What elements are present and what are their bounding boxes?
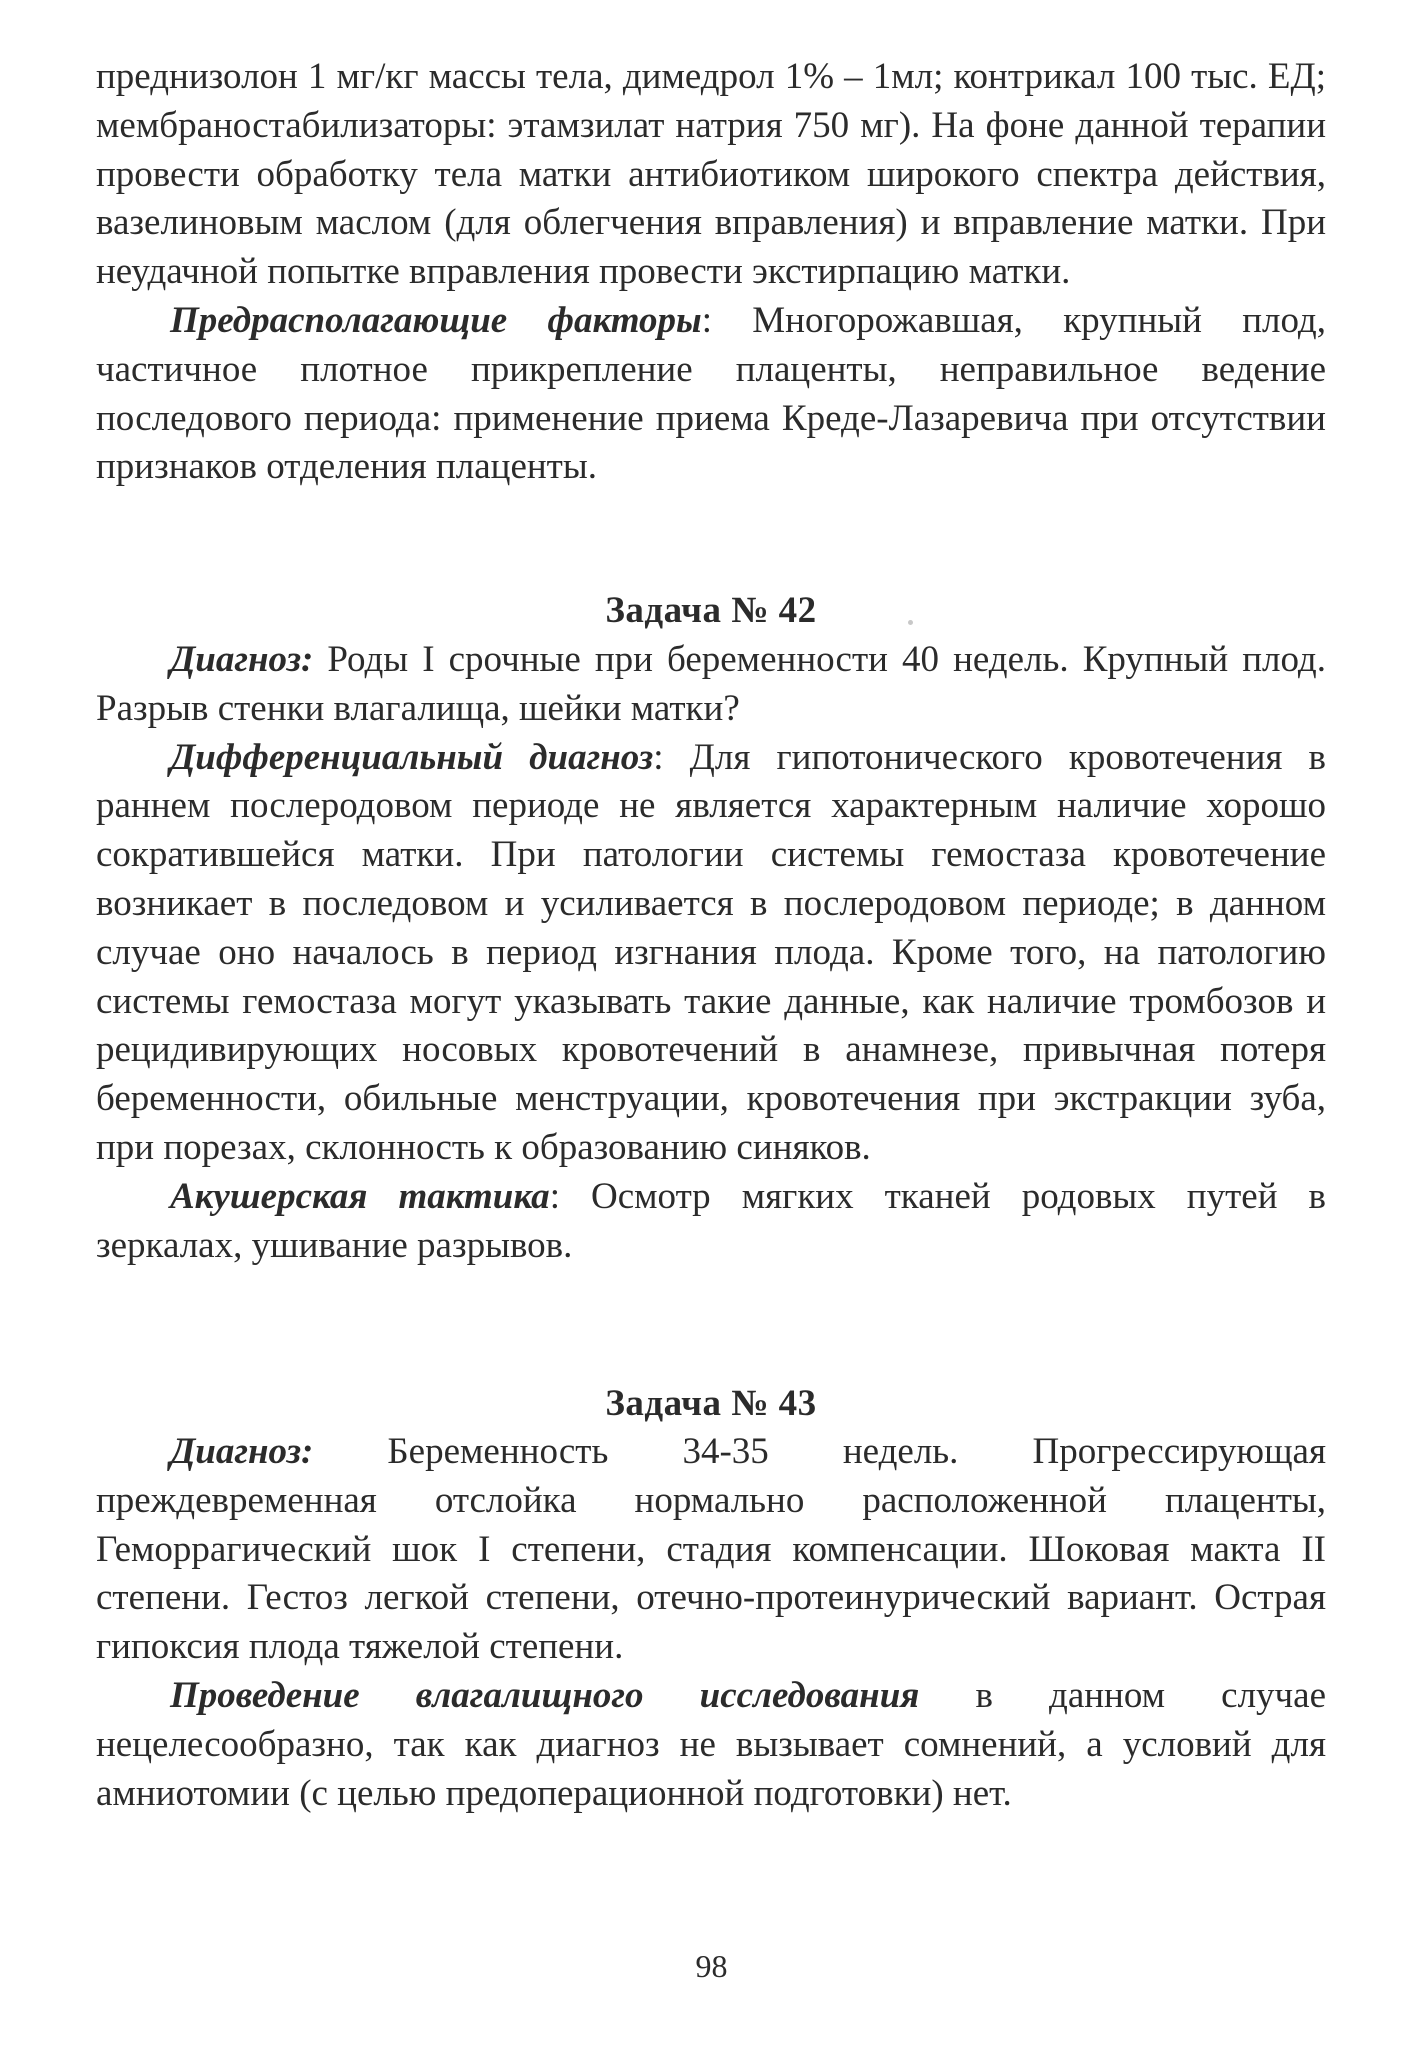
task-43-diagnosis-paragraph (96, 1428, 1326, 1672)
task-43-vaginal-exam-paragraph (96, 1672, 1326, 1818)
task-42-tactics-paragraph (96, 1173, 1326, 1271)
task-43-diagnosis-label: Диагноз: (170, 1431, 314, 1472)
task-42-diagnosis-text: Роды I срочные при беременности 40 недель. Крупный плод. Разрыв стенки влагалища, шейки матки? (96, 639, 1326, 729)
task-43-vaginal-exam-text: в данном случае нецелесообразно, так как диагноз не вызывает сомнений, а условий для амниотомии (с целью предоперационной подготовки) нет. (96, 1674, 1326, 1814)
task-43-heading: Задача № 43 (605, 1383, 817, 1424)
continuation-text: преднизолон 1 мг/кг массы тела, димедрол 1% – 1мл; контрикал 100 тыс. ЕД; мембраностабилизаторы: этамзилат натрия 750 мг). На фоне данной терапии провести обработку тела матки антибиотиком широкого спектра действия, вазелиновым маслом (для облегчения вправления) и вправление матки. При неудачной попытке вправления провести экстирпацию матки. (96, 56, 1326, 293)
task-42-differential-text: : Для гипотонического кровотечения в раннем послеродовом периоде не является характерным наличие хорошо сократившейся матки. При патологии системы гемостаза кровотечение возникает в последовом и усиливается в послеродовом периоде; в данном случае оно началось в период изгнания плода. Кроме того, на патологию системы гемостаза могут указывать такие данные, как наличие тромбозов и рецидивирующих носовых кровотечений в анамнезе, привычная потеря беременности, обильные менструации, кровотечения при экстракции зуба, при порезах, склонность к образованию синяков. (96, 736, 1326, 1168)
continuation-paragraph (96, 53, 1326, 297)
task-42-section (96, 636, 1326, 1270)
scan-speck (908, 620, 913, 625)
predisposing-factors-text: : Многорожавшая, крупный плод, частичное плотное прикрепление плаценты, неправильное ведение последового периода: применение приема Креде-Лазаревича при отсутствии признаков отделения плаценты. (96, 299, 1326, 488)
task-42-differential-paragraph (96, 734, 1326, 1173)
task-42-differential-label: Дифференциальный диагноз (170, 736, 654, 778)
task-42-diagnosis-paragraph (96, 636, 1326, 734)
task-42-tactics-label: Акушерская тактика (170, 1175, 550, 1217)
task-42-tactics-text: : Осмотр мягких тканей родовых путей в зеркалах, ушивание разрывов. (96, 1175, 1327, 1266)
task-42-heading: Задача № 42 (605, 590, 817, 631)
predisposing-factors-label: Предрасполагающие факторы (170, 299, 702, 341)
task-43-section (96, 1428, 1326, 1818)
task-43-diagnosis-text: Беременность 34-35 недель. Прогрессирующая преждевременная отслойка нормально расположенной плаценты, Геморрагический шок I степени, стадия компенсации. Шоковая макта II степени. Гестоз легкой степени, отечно-протеинурический вариант. Острая гипоксия плода тяжелой степени. (96, 1431, 1326, 1668)
task-43-vaginal-exam-label: Проведение влагалищного исследования (170, 1674, 920, 1716)
task-42-diagnosis-label: Диагноз: (170, 639, 314, 680)
answer-continuation-section (96, 53, 1326, 492)
page-number: 98 (695, 1948, 728, 1984)
predisposing-factors-paragraph (96, 297, 1326, 492)
